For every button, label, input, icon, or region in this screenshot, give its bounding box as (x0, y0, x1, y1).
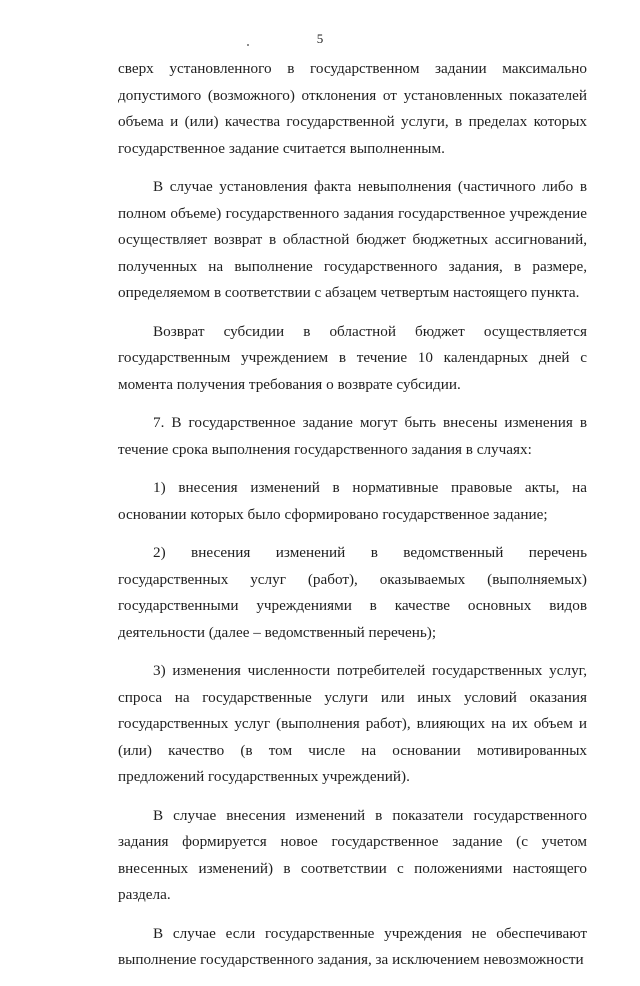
scan-mark (247, 44, 249, 46)
paragraph-item-7: 7. В государственное задание могут быть внесены изменения в течение срока выполнения государственного задания в случаях: (118, 414, 587, 458)
paragraph-new-assignment: В случае внесения изменений в показатели государственного задания формируется новое государственное задание (с учетом внесенных изменений) в соответствии с положениями настоящего раздела. (118, 806, 587, 903)
paragraph-not-ensured: В случае если государственные учреждения не обеспечивают выполнение государственного задания, за исключением невозможности (118, 924, 587, 968)
paragraph-non-fulfillment: В случае установления факта невыполнения (частичного либо в полном объеме) государственного задания государственное учреждение осуществляет возврат в областной бюджет бюджетных ассигнований, полученных на выполнение государственного задания, в размере, определяемом в соответствии с абзацем четвертым настоящего пункта. (118, 178, 587, 301)
list-item-3: 3) изменения численности потребителей государственных услуг, спроса на государственные услуги или иных условий оказания государственных услуг (выполнения работ), влияющих на их объем и (или) качество (в том числе на основании мотивированных предложений государственных учреждений). (118, 662, 587, 785)
paragraph-subsidy-return: Возврат субсидии в областной бюджет осуществляется государственным учреждением в течение 10 календарных дней с момента получения требования о возврате субсидии. (118, 322, 587, 393)
list-item-2: 2) внесения изменений в ведомственный перечень государственных услуг (работ), оказываемых (выполняемых) государственными учреждениями в качестве основных видов деятельности (далее – ведомственный перечень); (118, 544, 587, 641)
document-body (118, 56, 587, 986)
page-number: 5 (316, 31, 324, 46)
list-item-1: 1) внесения изменений в нормативные правовые акты, на основании которых было сформировано государственное задание; (118, 479, 587, 523)
paragraph-continued: сверх установленного в государственном задании максимально допустимого (возможного) отклонения от установленных показателей объема и (или) качества государственной услуги, в пределах которых государственное задание считается выполненным. (118, 60, 587, 157)
